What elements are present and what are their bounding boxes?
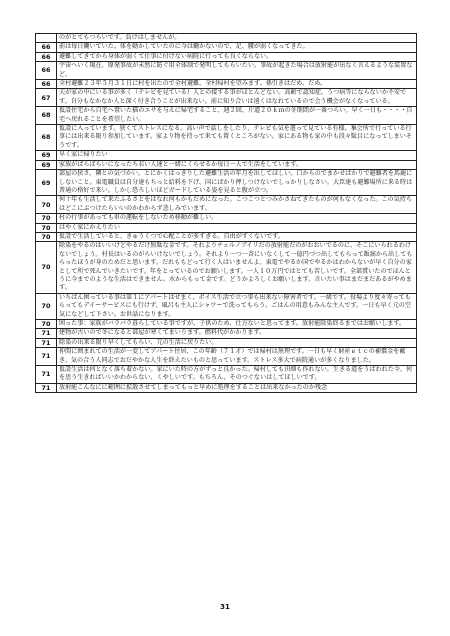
age-cell: 67 <box>36 89 57 107</box>
comment-cell: 避難してきてから身体が弱くて仕事に付けない病院に行っても良くならない。 <box>57 52 417 61</box>
table-row <box>36 170 417 196</box>
table-row <box>36 320 417 329</box>
table-row <box>36 125 417 151</box>
age-cell: 66 <box>36 43 57 52</box>
age-cell: 66 <box>36 52 57 61</box>
table-row <box>36 151 417 160</box>
table-row <box>36 80 417 89</box>
table-row <box>36 329 417 338</box>
comment-cell: 家族がばらばらいになったち若い人達と一緒にくらせるか毎日一人で生活をしています。 <box>57 160 417 169</box>
age-cell: 68 <box>36 107 57 125</box>
comment-cell: 夫が家の中にいる事が多く（テレビを見ている）人との接する事がほとんどない。高齢で認知症、うつ病等にならないか不安です。自分もなかなか人と深く付き合うことが出来ない。前に知り合いは遠くはなれているので会う機会がなくなっている。 <box>57 89 417 107</box>
age-cell: 71 <box>36 329 57 338</box>
age-cell: 66 <box>36 62 57 80</box>
age-cell: 70 <box>36 232 57 241</box>
table-row <box>36 160 417 169</box>
age-cell: 71 <box>36 348 57 366</box>
age-cell: 71 <box>36 383 57 392</box>
comment-cell: 仮設生活は何となく落ち着かない。家にいた時の方がずっと良かった。帰村しても田畑も作れない。生きる道をうばわれた今、何を思う生きればいいかわからない、くやしいです。もちろん、そのつぐないはしてほしいです。 <box>57 366 417 384</box>
table-row <box>36 366 417 384</box>
age-cell: 71 <box>36 338 57 347</box>
table-row <box>36 348 417 366</box>
page-number: 31 <box>220 603 230 611</box>
comments-sheet <box>35 33 417 393</box>
comment-cell: 除染の出来る限り早くしてもらい、元の生活に戻りたい。 <box>57 338 417 347</box>
table-row <box>36 62 417 80</box>
table-row <box>36 89 417 107</box>
comment-cell: のがとてもつらいです。負けはしませんが。 <box>57 34 417 43</box>
comment-cell: 仮設に入っています。狭くてストレスになる。高い声で話しをしたり、テレビも気を遣って見ている有様。集会所で行っている行事には出来る限り参加しています。家より物を持って来ても置くところがない。家にある物も家の中も段々駄目になってしまいそうです。 <box>57 125 417 151</box>
table-row <box>36 293 417 319</box>
age-cell: 69 <box>36 151 57 160</box>
age-cell: 70 <box>36 242 57 293</box>
comment-cell: 仮設で生活していると、きゅうくつで心配ことが多すぎる。自由がすくないです。 <box>57 232 417 241</box>
age-cell: 68 <box>36 125 57 151</box>
age-cell: 70 <box>36 320 57 329</box>
comment-cell: いちばん困っている事は第１にアパートはせまく、ボイス生活で立つ事も出来ない障害者です。一級です。役場より度々寄ってもらってもデイーサービスにも行けず、風呂も主人にシャワーで洗ってもらう。ごはんの用意もみんな主人です。一日も早く元の空気になどして下さい。お世話になります。 <box>57 293 417 319</box>
table-row <box>36 214 417 223</box>
comment-cell: 仲間に囲まれての生活が一変してアパート住居、この年齢（７１才）では帰村は無理です。一日も早く財産ｅｔｃの補償金を戴き、気の合う人同志でおだやかな人生を終えたいものと思っています。ストレス多大で病院通いが多くなりました。 <box>57 348 417 366</box>
comment-cell: 全村避難２３年５月３１日に村を出たので全村避難。全村帰村を望みます。孫引きはだめ、だめ。 <box>57 80 417 89</box>
comments-table <box>35 33 417 393</box>
table-row <box>36 107 417 125</box>
age-cell: 71 <box>36 366 57 384</box>
age-cell: 66 <box>36 80 57 89</box>
comment-cell: 除染をやるのはいいけどやるだけ無駄な金です。それよりチェルノブイリだの放射能だのがおおいでるのに、そこにいられるわけないでしょう。村長はいるのがらいけないでしょう。それより一つ一斉にいなくして一億円づつ出してもらって飯舘から出してもらったほうが身のためだと思います。だれももどって行く人はいませんよ。東電でやるか国でやるかはわからないが早く自分の家として所で死んでいきたいです。年をとっているのでお願いします。一人１０万円ではとても苦しいです。全部賞いたのでほんとうに今までのような生活はできません。水からもって金です。どうかよろしくお願いします。言いたい事はまだまだあるがやめます。 <box>57 242 417 293</box>
comment-cell: 困った事：家族がバラバラ暮らしている事ですが、子供のため、仕方ないと思ってます。放射能除染終るまではお願いします。 <box>57 320 417 329</box>
table-row <box>36 52 417 61</box>
comment-cell: はやく家にかえりたい <box>57 223 417 232</box>
comment-cell: 部屋の狭さ、隣との気づかい、とにかくはっきりした避難生活の年月を出してほしい。口からのでまかせばかりで避難者を馬鹿にしないこと。東電職員は自分達もちっと給料を下げ、国にばかり押しつけないでしっかりしなさい。大臣達も避難場所に来る時は普通の格好で来い。しかし恐ろしいほどガードしている姿を見ると腹が立つ。 <box>57 170 417 196</box>
comment-cell: 放射能こんなにに範囲に拡散させてしまってもっと早めに処理をすることは出来なかったのか残念 <box>57 383 417 392</box>
table-row <box>36 34 417 43</box>
comment-cell: 前は毎日働いていた。体を動かしていたのに今は働かないので、足、腰が弱くなってきた。 <box>57 43 417 52</box>
comment-cell: 建物が古いので冬になると部屋が寒くてまいります。燃料代がかかります。 <box>57 329 417 338</box>
table-row <box>36 383 417 392</box>
table-row <box>36 43 417 52</box>
age-cell: 69 <box>36 170 57 196</box>
table-row <box>36 223 417 232</box>
age-cell: 70 <box>36 223 57 232</box>
comment-cell: 村の行事があっても車の運転をしないため移動が難しい。 <box>57 214 417 223</box>
table-row <box>36 338 417 347</box>
comment-cell: 早く家に帰りたい <box>57 151 417 160</box>
table-row <box>36 196 417 214</box>
age-cell: 70 <box>36 196 57 214</box>
comment-cell: 宇宙へいく現在、原発事故が未然に防ぐ用全体制で発明してもらいたい。事故が起きた場合は放射能が出なく言えるような装置など。 <box>57 62 417 80</box>
age-cell: 70 <box>36 214 57 223</box>
table-row <box>36 242 417 293</box>
comment-cell: 仮設住宅から自宅へ置いた猫のエサを与えに帰宅すること、週２回、片道２０ｋｍの冬期間が一番つらい。早く一日も・・・・自宅へ戻れることを希望したい。 <box>57 107 417 125</box>
table-row <box>36 232 417 241</box>
age-cell: 70 <box>36 293 57 319</box>
comment-cell: 何十年も生活して来たふるさとをはなれ何もかもだめになった。こつこつとつみかさねてきたものが何もなくなった。この気持ちはどこにぶつけたらいいのかわからず悲しみでいます。 <box>57 196 417 214</box>
age-cell: 69 <box>36 160 57 169</box>
age-cell <box>36 34 57 43</box>
